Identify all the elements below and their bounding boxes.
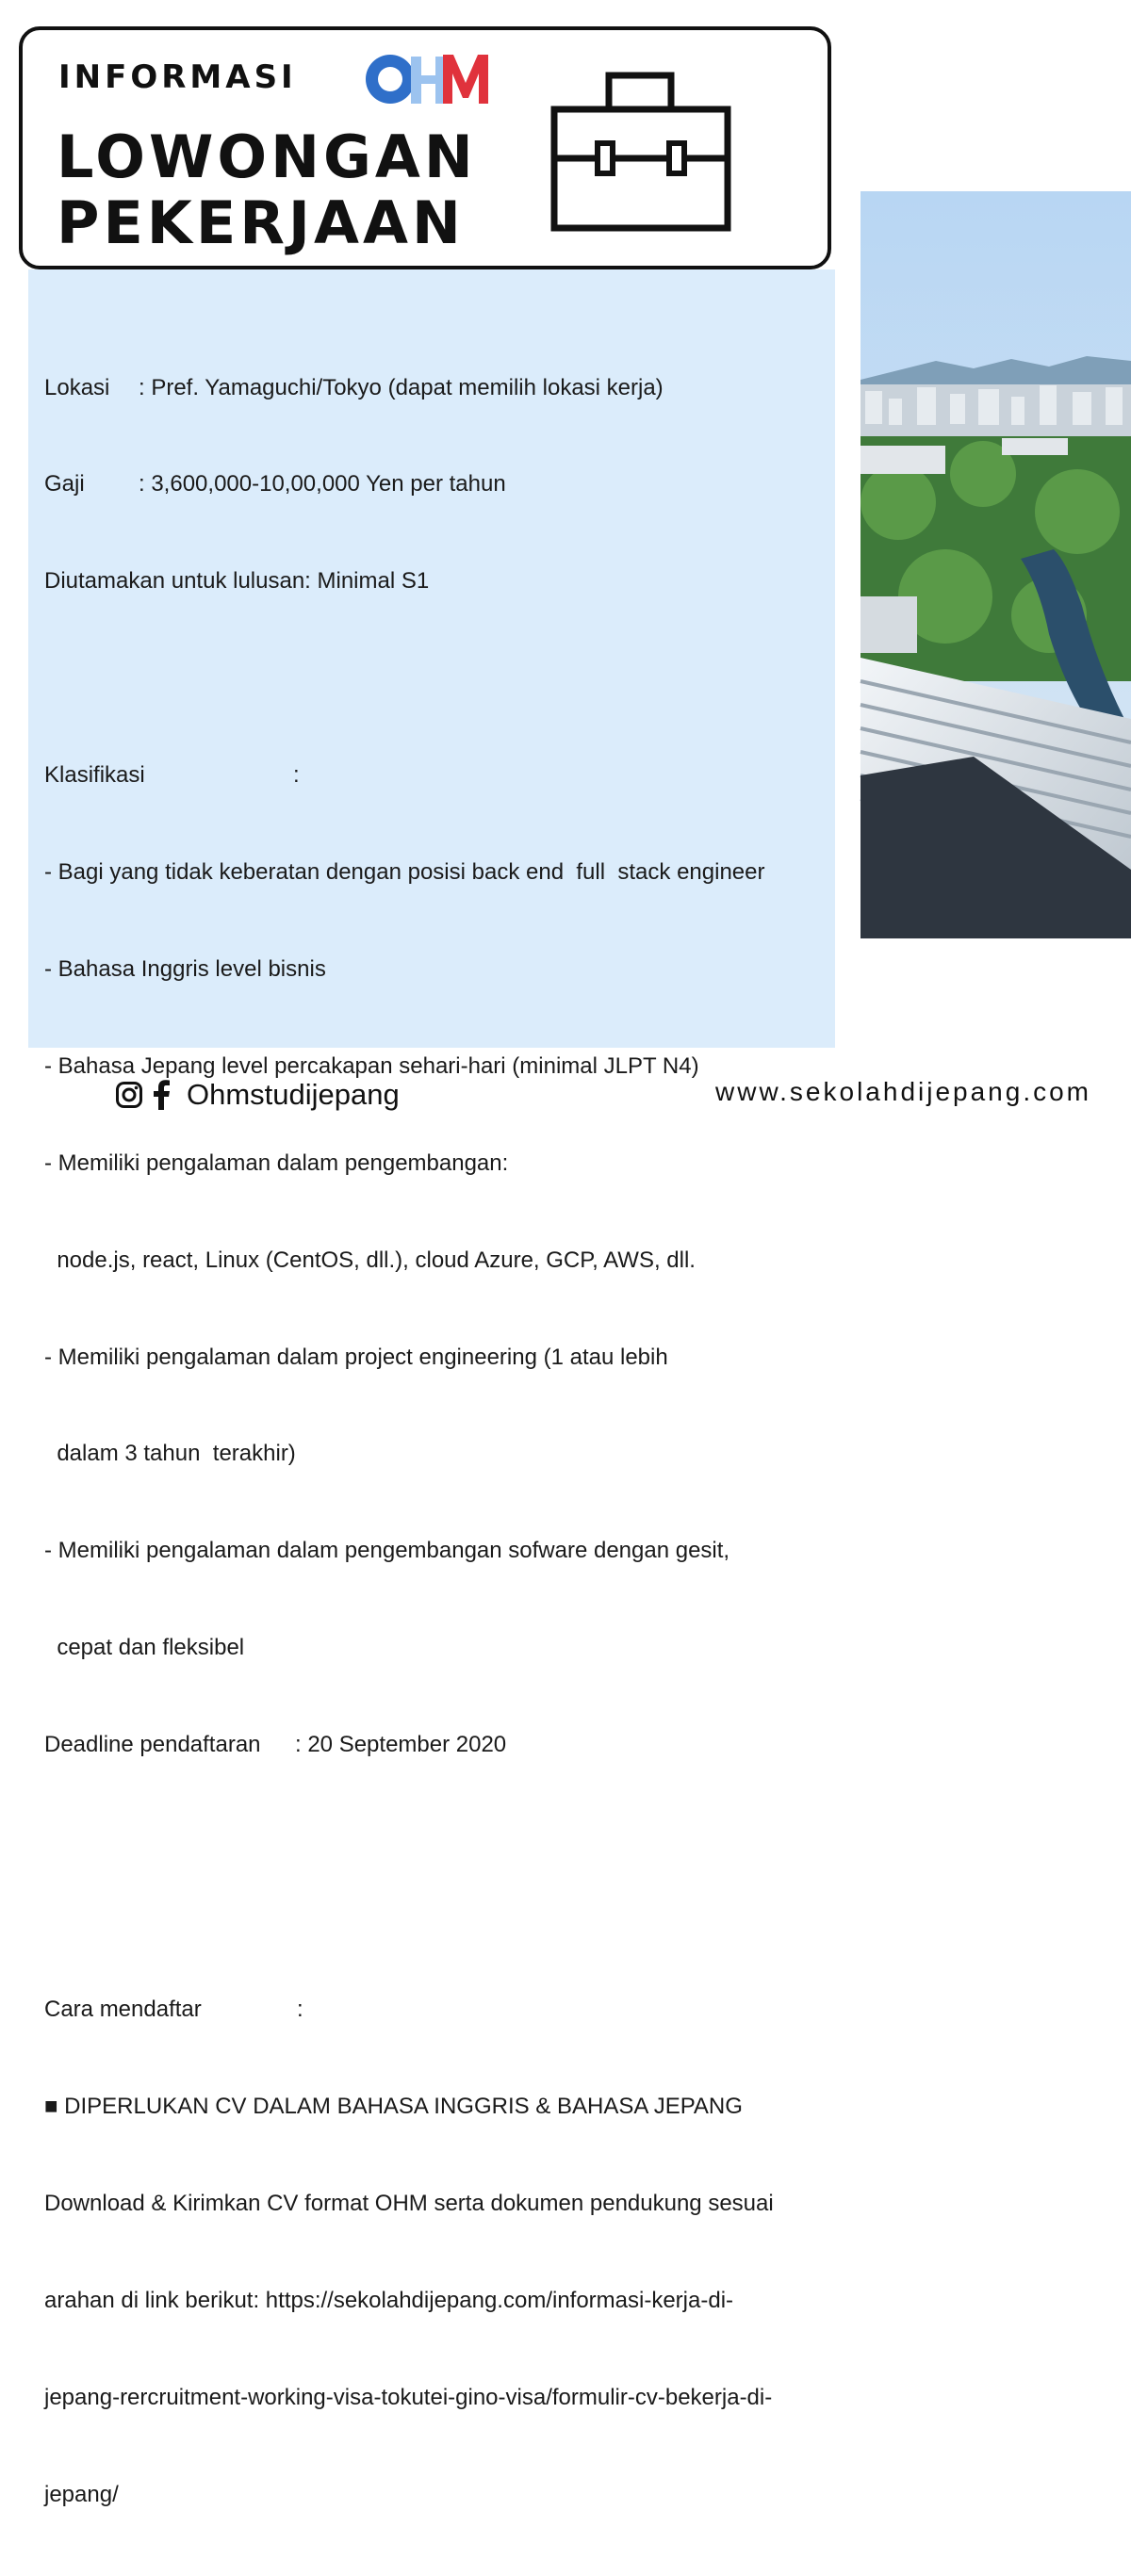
deadline-label: Deadline pendaftaran bbox=[44, 1732, 261, 1758]
social-handle[interactable]: Ohmstudijepang bbox=[187, 1078, 400, 1111]
classification-line bbox=[44, 759, 827, 791]
apply-colon: : bbox=[297, 1997, 303, 2023]
requirement-item: - Bagi yang tidak keberatan dengan posisi back end full stack engineer bbox=[44, 859, 765, 886]
location-value: : Pref. Yamaguchi/Tokyo (dapat memilih lokasi kerja) bbox=[139, 374, 664, 400]
requirement-item: - Memiliki pengalaman dalam pengembangan: bbox=[44, 1149, 509, 1176]
requirement-item: - Memiliki pengalaman dalam pengembangan sofware dengan gesit, bbox=[44, 1538, 730, 1564]
location-label: Lokasi bbox=[44, 374, 110, 400]
website-link[interactable]: www.sekolahdijepang.com bbox=[715, 1077, 1091, 1106]
apply-line bbox=[44, 1994, 827, 2026]
salary-label: Gaji bbox=[44, 471, 85, 497]
deadline-line bbox=[44, 1729, 827, 1761]
ohm-logo bbox=[362, 49, 494, 107]
requirement-item: - Bahasa Jepang level percakapan sehari-hari (minimal JLPT N4) bbox=[44, 1052, 699, 1079]
castle-view-photo bbox=[861, 191, 1131, 938]
deadline-value: : 20 September 2020 bbox=[295, 1732, 507, 1758]
logo-text: OHM bbox=[362, 49, 365, 50]
job-details-text bbox=[44, 307, 827, 2576]
title-line-1: LOWONGAN bbox=[57, 122, 477, 191]
instruction-line[interactable]: jepang/ bbox=[44, 2481, 119, 2507]
apply-label: Cara mendaftar bbox=[44, 1997, 202, 2023]
classification-label: Klasifikasi bbox=[44, 762, 145, 789]
location-line bbox=[44, 372, 827, 404]
page-title bbox=[57, 124, 477, 256]
requirement-item: node.js, react, Linux (CentOS, dll.), cloud Azure, GCP, AWS, dll. bbox=[44, 1247, 696, 1273]
requirement-item: dalam 3 tahun terakhir) bbox=[44, 1441, 296, 1467]
instruction-line[interactable]: jepang-rercruitment-working-visa-tokutei-gino-visa/formulir-cv-bekerja-di- bbox=[44, 2385, 773, 2410]
cv-note: ■ DIPERLUKAN CV DALAM BAHASA INGGRIS & BAHASA JEPANG bbox=[44, 2094, 743, 2120]
requirement-item: cepat dan fleksibel bbox=[44, 1635, 245, 1661]
instruction-line: Download & Kirimkan CV format OHM serta dokumen pendukung sesuai bbox=[44, 2191, 774, 2217]
requirement-item: - Bahasa Inggris level bisnis bbox=[44, 955, 326, 982]
info-label: INFORMASI bbox=[58, 58, 297, 96]
instruction-line[interactable]: arahan di link berikut: https://sekolahdijepang.com/informasi-kerja-di- bbox=[44, 2288, 734, 2314]
salary-value: : 3,600,000-10,00,000 Yen per tahun bbox=[139, 471, 506, 497]
salary-line bbox=[44, 468, 827, 500]
header-card bbox=[19, 26, 831, 269]
requirement-item: - Memiliki pengalaman dalam project engineering (1 atau lebih bbox=[44, 1344, 668, 1370]
briefcase-icon bbox=[547, 72, 735, 234]
classification-colon: : bbox=[293, 762, 300, 789]
title-line-2: PEKERJAAN bbox=[57, 188, 465, 257]
education-line: Diutamakan untuk lulusan: Minimal S1 bbox=[44, 568, 430, 595]
